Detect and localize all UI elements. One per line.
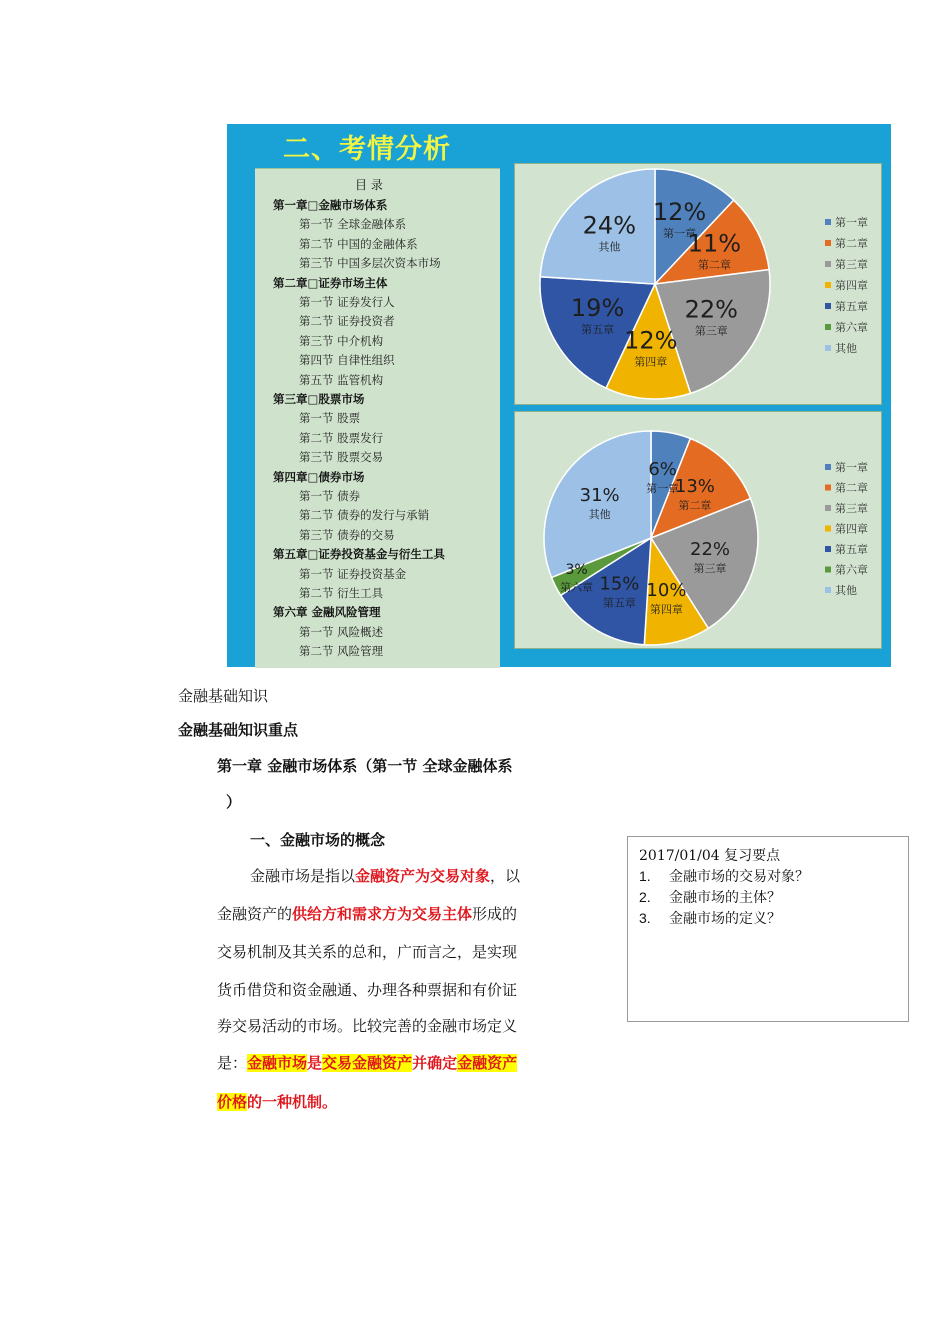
legend-label: 第一章 <box>835 216 868 229</box>
highlighted-text: 金融市场 <box>247 1054 308 1072</box>
pie-category-label: 第一章 <box>646 482 680 496</box>
toc-chapter: 第四章□债券市场 <box>273 469 365 484</box>
toc-section: 第三节 中国多层次资本市场 <box>299 256 441 271</box>
review-note-item <box>639 866 809 886</box>
pie-category-label: 第五章 <box>602 596 636 610</box>
legend-swatch <box>825 546 831 552</box>
pie-percent-label: 15% <box>599 573 640 595</box>
toc-section: 第一节 股票 <box>299 411 361 426</box>
legend-label: 第六章 <box>835 321 868 334</box>
toc-chapter: 第五章□证券投资基金与衍生工具 <box>273 547 445 562</box>
paragraph-line: 交易机制及其关系的总和，广而言之，是实现 <box>217 943 518 961</box>
paragraph-line: 券交易活动的市场。比较完善的金融市场定义 <box>217 1017 518 1035</box>
pie-category-label: 第六章 <box>560 580 594 594</box>
pie-category-label: 第四章 <box>649 603 683 617</box>
pie-percent-label: 22% <box>690 539 731 561</box>
legend-swatch <box>825 282 831 288</box>
legend-label: 第五章 <box>835 543 868 556</box>
toc-chapter: 第三章□股票市场 <box>273 392 365 406</box>
pie-percent-label: 12% <box>624 326 678 355</box>
pie-chart-top <box>514 163 882 405</box>
pie-category-label: 第二章 <box>678 499 712 513</box>
legend-label: 第六章 <box>835 563 868 577</box>
pie-category-label: 第四章 <box>634 355 668 369</box>
pie-category-label: 第一章 <box>663 226 697 240</box>
pie-percent-label: 10% <box>646 580 687 602</box>
legend-label: 第四章 <box>835 279 868 292</box>
document-title: 金融基础知识 <box>178 687 269 705</box>
legend-swatch <box>825 324 831 330</box>
pie-chart-bottom <box>514 411 882 649</box>
pie-percent-label: 19% <box>570 293 625 322</box>
text-run: 形成的 <box>472 905 518 923</box>
legend-label: 其他 <box>835 342 857 355</box>
pie-percent-label: 3% <box>565 561 588 578</box>
toc-section: 第二节 债券的发行与承销 <box>299 508 430 523</box>
paragraph-line <box>250 866 520 886</box>
toc-section: 第一节 证券投资基金 <box>299 566 407 581</box>
pie-percent-label: 6% <box>648 459 677 481</box>
emphasis-text: 是 <box>307 1054 323 1072</box>
toc-section: 第一节 全球金融体系 <box>299 217 407 232</box>
emphasis-text: 供给方和需求方为交易主体 <box>292 905 473 923</box>
legend-label: 第一章 <box>835 461 868 474</box>
toc-section: 第三节 股票交易 <box>299 450 384 465</box>
pie-percent-label: 12% <box>652 197 707 226</box>
toc-section: 第二节 风险管理 <box>299 644 384 659</box>
emphasis-text: 并确定 <box>412 1054 458 1072</box>
review-note-item <box>639 887 781 907</box>
toc-section: 第五节 监管机构 <box>299 372 384 387</box>
paragraph-line <box>217 904 517 924</box>
highlighted-text: 交易金融资产 <box>322 1054 413 1072</box>
pie-chart-top-svg <box>515 164 881 404</box>
legend-label: 第二章 <box>835 237 868 250</box>
review-note-text: 金融市场的定义？ <box>669 911 781 927</box>
legend-label: 第四章 <box>835 522 868 536</box>
legend-swatch <box>825 587 831 593</box>
chapter-heading: 第一章 金融市场体系（第一节 全球金融体系 <box>217 757 513 775</box>
toc-section: 第二节 股票发行 <box>299 430 384 445</box>
pie-percent-label: 11% <box>687 229 742 258</box>
pie-chart-bottom-svg <box>515 412 881 648</box>
toc-section: 第二节 衍生工具 <box>299 586 384 600</box>
toc-section: 第四节 自律性组织 <box>299 353 395 368</box>
text-run: 金融市场是指以 <box>250 867 356 885</box>
pie-category-label: 其他 <box>588 508 611 522</box>
highlighted-text: 金融资产 <box>457 1054 518 1072</box>
legend-swatch <box>825 485 831 491</box>
pie-category-label: 第三章 <box>693 562 727 576</box>
legend-swatch <box>825 345 831 351</box>
review-note-text: 金融市场的交易对象？ <box>669 869 809 885</box>
toc-section: 第一节 债券 <box>299 489 361 503</box>
toc-section: 第一节 证券发行人 <box>299 295 395 309</box>
toc-section: 第三节 中介机构 <box>299 333 384 348</box>
legend-label: 第二章 <box>835 481 868 495</box>
toc-chapter: 第一章□金融市场体系 <box>273 198 388 212</box>
review-note-item <box>639 908 781 928</box>
legend-swatch <box>825 526 831 532</box>
legend-swatch <box>825 505 831 511</box>
toc-title: 目 录 <box>355 178 383 192</box>
review-notes-title: 2017/01/04 复习要点 <box>639 848 781 864</box>
review-notes-box <box>627 836 909 1022</box>
pie-category-label: 第二章 <box>697 258 731 272</box>
review-note-text: 金融市场的主体？ <box>669 890 781 906</box>
list-number: 1. <box>639 868 651 884</box>
table-of-contents <box>255 168 500 668</box>
toc-section: 第一节 风险概述 <box>299 624 384 639</box>
toc-chapter: 第二章□证券市场主体 <box>273 275 388 290</box>
emphasis-text: 的一种机制。 <box>247 1093 338 1111</box>
legend-label: 第五章 <box>835 300 868 313</box>
pie-percent-label: 31% <box>579 485 620 507</box>
legend-swatch <box>825 567 831 573</box>
pie-percent-label: 24% <box>582 211 637 240</box>
pie-percent-label: 13% <box>674 476 715 498</box>
pie-percent-label: 22% <box>684 295 738 324</box>
exam-analysis-figure <box>227 124 891 667</box>
legend-label: 第三章 <box>835 502 868 515</box>
list-number: 3. <box>639 910 651 926</box>
document-heading: 金融基础知识重点 <box>178 721 299 739</box>
toc-section: 第二节 证券投资者 <box>299 314 395 329</box>
legend-swatch <box>825 219 831 225</box>
toc-chapter: 第六章 金融风险管理 <box>273 605 381 620</box>
highlighted-text: 价格 <box>217 1093 248 1111</box>
text-run: ，以 <box>490 867 521 885</box>
pie-category-label: 第五章 <box>581 322 615 336</box>
legend-swatch <box>825 261 831 267</box>
paragraph-line <box>217 1053 517 1073</box>
toc-section: 第二节 中国的金融体系 <box>299 236 418 251</box>
legend-swatch <box>825 464 831 470</box>
paragraph-line: 货币借贷和资金融通、办理各种票据和有价证 <box>217 981 518 999</box>
emphasis-text: 金融资产为交易对象 <box>355 867 491 885</box>
pie-category-label: 第三章 <box>694 324 728 338</box>
paragraph-line <box>217 1092 337 1112</box>
text-run: 金融资产的 <box>217 905 293 923</box>
section-heading: 一、金融市场的概念 <box>250 831 386 849</box>
legend-label: 第三章 <box>835 258 868 271</box>
list-number: 2. <box>639 889 651 905</box>
legend-swatch <box>825 303 831 309</box>
text-run: 是： <box>217 1054 248 1072</box>
figure-title: 二、考情分析 <box>283 134 451 165</box>
toc-section: 第三节 债券的交易 <box>299 527 395 542</box>
legend-swatch <box>825 240 831 246</box>
legend-label: 其他 <box>835 584 857 597</box>
pie-category-label: 其他 <box>598 240 621 254</box>
chapter-heading-end: ） <box>226 793 242 811</box>
